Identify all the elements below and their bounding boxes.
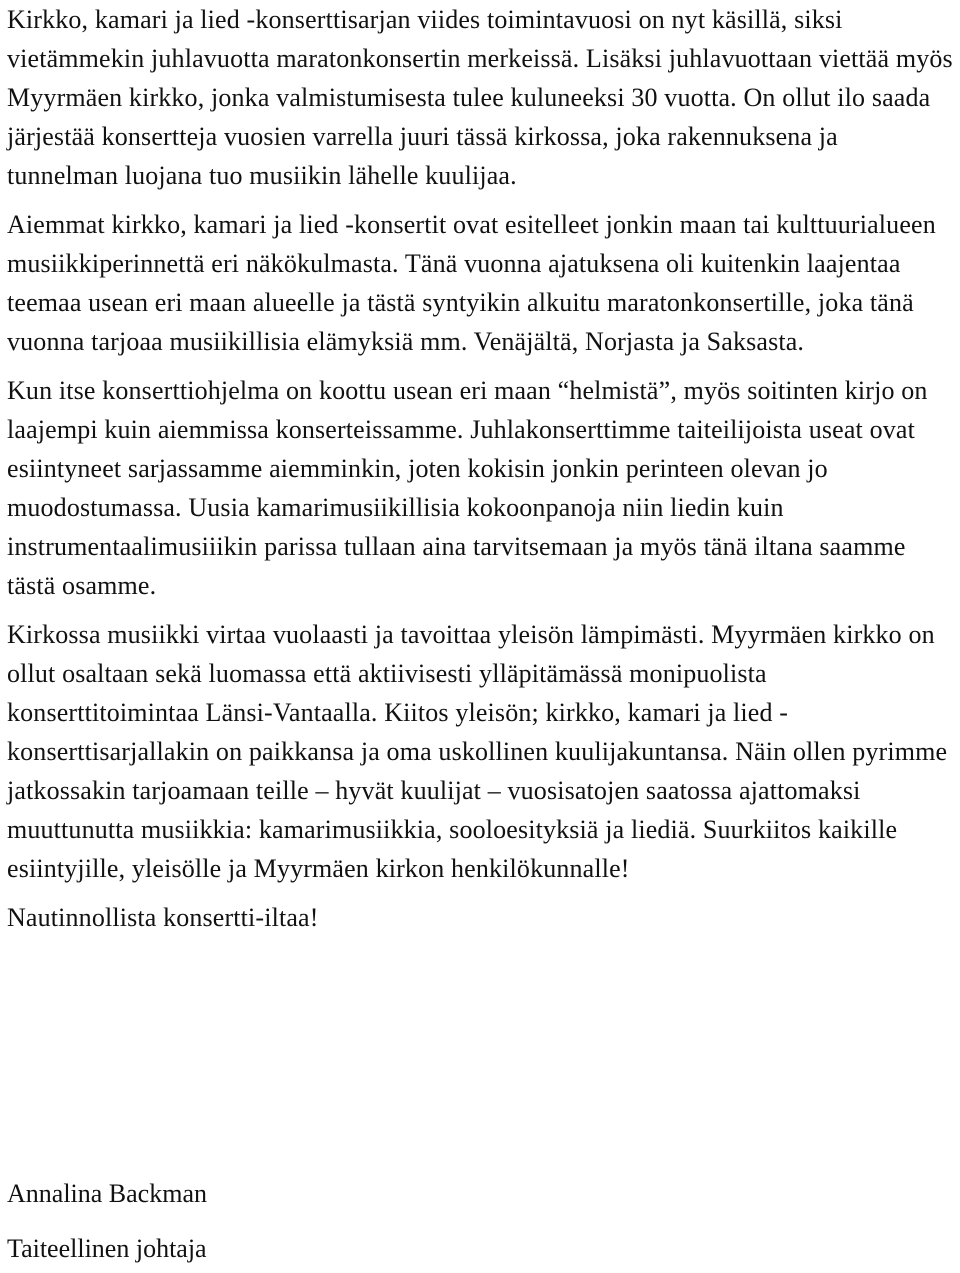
paragraph-closing: Nautinnollista konsertti-iltaa! [7, 903, 319, 932]
signature-name: Annalina Backman [7, 1179, 207, 1208]
signature-block [7, 1174, 607, 1268]
paragraph-intro: Kirkko, kamari ja lied -konserttisarjan viides toimintavuosi on nyt käsillä, siksi vietämmekin juhlavuotta maratonkonsertin merkeissä. Lisäksi juhlavuottaan viettää myös Myyrmäen kirkko, jonka valmistumisesta tulee kuluneeksi 30 vuotta. On ollut ilo saada järjestää konsertteja vuosien varrella juuri tässä kirkossa, joka rakennuksena ja tunnelman luojana tuo musiikin lähelle kuulijaa. [7, 5, 953, 190]
paragraph-thanks: Kirkossa musiikki virtaa vuolaasti ja tavoittaa yleisön lämpimästi. Myyrmäen kirkko on ollut osaltaan sekä luomassa että aktiivisesti ylläpitämässä monipuolista konserttitoimintaa Länsi-Vantaalla. Kiitos yleisön; kirkko, kamari ja lied -konserttisarjallakin on paikkansa ja oma uskollinen kuulijakuntansa. Näin ollen pyrimme jatkossakin tarjoamaan teille – hyvät kuulijat – vuosisatojen saatossa ajattomaksi muuttunutta musiikkia: kamarimusiikkia, sooloesityksiä ja liediä. Suurkiitos kaikille esiintyjille, yleisölle ja Myyrmäen kirkon henkilökunnalle! [7, 620, 948, 883]
letter-body [7, 0, 955, 937]
paragraph-program: Kun itse konserttiohjelma on koottu usean eri maan “helmistä”, myös soitinten kirjo on laajempi kuin aiemmissa konserteissamme. Juhlakonserttimme taiteilijoista useat ovat esiintyneet sarjassamme aiemminkin, joten kokisin jonkin perinteen olevan jo muodostumassa. Uusia kamarimusiikillisia kokoonpanoja niin liedin kuin instrumentaalimusiiikin parissa tullaan aina tarvitsemaan ja myös tänä iltana saamme tästä osamme. [7, 376, 928, 600]
paragraph-previous-concerts: Aiemmat kirkko, kamari ja lied -konsertit ovat esitelleet jonkin maan tai kulttuurialueen musiikkiperinnettä eri näkökulmasta. Tänä vuonna ajatuksena oli kuitenkin laajentaa teemaa usean eri maan alueelle ja tästä syntyikin alkuitu maratonkonsertille, joka tänä vuonna tarjoaa musiikillisia elämyksiä mm. Venäjältä, Norjasta ja Saksasta. [7, 210, 936, 356]
signature-title: Taiteellinen johtaja [7, 1234, 207, 1263]
